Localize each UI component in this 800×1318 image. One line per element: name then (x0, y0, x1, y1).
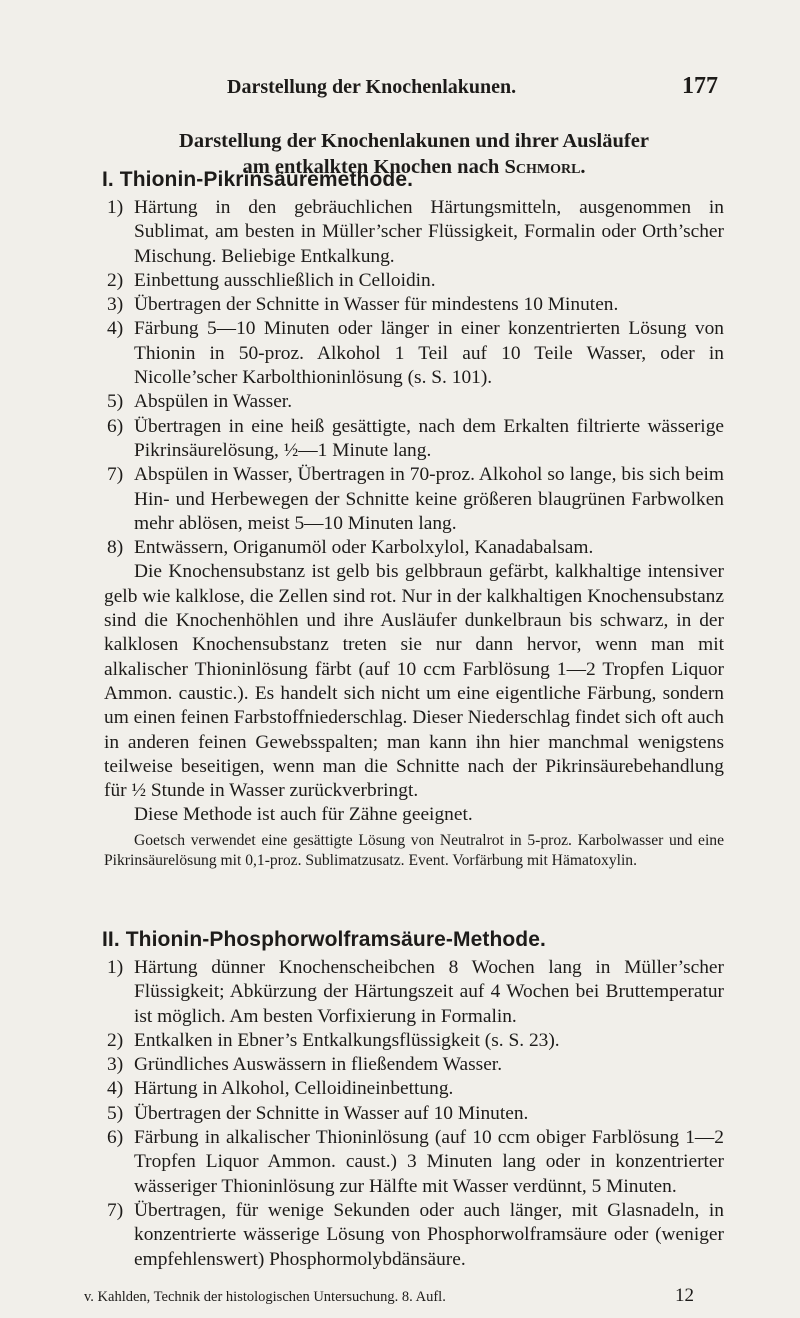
step-number: 3) (107, 1054, 124, 1076)
step-number: 6) (107, 415, 124, 437)
title-line-1: Darstellung der Knochenlakunen und ihrer Ausläufer (179, 130, 649, 152)
step-text: Färbung in alkalischer Thioninlösung (auf 10 ccm obiger Farblösung 1—2 Tropfen Liquor Ammon. caust.) 3 Minuten lang oder in konzentrierter wässeriger Thioninlösung zur Hälfte mit Wasser verdünnt, 5 Minuten. (134, 1127, 724, 1197)
step-number: 4) (107, 1078, 124, 1100)
step-item (104, 1077, 724, 1101)
step-item (104, 390, 724, 414)
step-item (104, 536, 724, 560)
step-number: 7) (107, 464, 124, 486)
page-footer (84, 1285, 716, 1306)
step-number: 7) (107, 1199, 124, 1221)
step-item (104, 1199, 724, 1272)
running-head (227, 73, 718, 106)
step-text: Übertragen der Schnitte in Wasser auf 10 Minuten. (134, 1102, 529, 1124)
step-item (104, 956, 724, 1029)
step-text: Übertragen, für wenige Sekunden oder auch länger, mit Glasnadeln, in konzentrierte wässerige Lösung von Phosphorwolframsäure oder (weniger empfehlenswert) Phosphormolybdänsäure. (134, 1199, 724, 1270)
section-heading: I. Thionin-Pikrinsäuremethode. (102, 168, 414, 191)
step-item (104, 1102, 724, 1126)
step-number: 1) (107, 197, 124, 218)
result-paragraph: Die Knochensubstanz ist gelb bis gelbbraun gefärbt, kalkhaltige intensiver gelb wie kalklose, die Zellen sind rot. Nur in der kalkhaltigen Knochensubstanz sind die Knochenhöhlen und ihre Ausläufer dunkelbraun bis schwarz, in der kalklosen Knochensubstanz treten sie nur dann hervor, wenn man mit alkalischer Thioninlösung färbt (auf 10 ccm Farblösung 1—2 Tropfen Liquor Ammon. caustic.). Es handelt sich nicht um eine eigentliche Färbung, sondern um einen feinen Farbstoffniederschlag. Dieser Niederschlag findet sich oft auch in anderen feinen Gewebsspalten; man kann ihn hier manchmal wenigstens teilweise beseitigen, wenn man die Schnitte nach der Pikrinsäurebehandlung für ½ Stunde in Wasser zurückverbringt. (104, 561, 724, 802)
step-text: Abspülen in Wasser, Übertragen in 70-proz. Alkohol so lange, bis sich beim Hin- und Herbewegen der Schnitte keine größeren blaugrünen Farbwolken mehr ablösen, meist 5—10 Minuten lang. (134, 464, 724, 534)
step-number: 8) (107, 537, 124, 559)
step-text: Gründliches Auswässern in fließendem Wasser. (134, 1054, 503, 1076)
step-item (104, 269, 724, 293)
step-list (104, 196, 724, 560)
small-print-note: Goetsch verwendet eine gesättigte Lösung von Neutralrot in 5-proz. Karbolwasser und eine Pikrinsäurelösung mit 0,1-proz. Sublimatzusatz. Event. Vorfärbung mit Hämatoxylin. (104, 831, 724, 869)
step-number: 2) (107, 1029, 124, 1051)
signature-mark: 12 (675, 1285, 694, 1306)
step-text: Entkalken in Ebner’s Entkalkungsflüssigkeit (s. S. 23). (134, 1029, 560, 1051)
step-text: Entwässern, Origanumöl oder Karbolxylol, Kanadabalsam. (134, 537, 594, 559)
step-item (104, 293, 724, 317)
step-number: 3) (107, 294, 124, 316)
step-text: Härtung in Alkohol, Celloidineinbettung. (134, 1078, 454, 1100)
step-number: 1) (107, 957, 124, 978)
section-thionin-pikrinsaeure (104, 168, 724, 871)
step-number: 4) (107, 318, 124, 340)
section-thionin-phosphorwolfram (104, 928, 724, 1272)
step-text: Härtung in den gebräuchlichen Härtungsmitteln, ausgenommen in Sublimat, am besten in Müller’scher Flüssigkeit, Formalin oder Orth’scher Mischung. Beliebige Entkalkung. (134, 197, 724, 267)
page-number: 177 (682, 73, 718, 99)
title-line-2-prefix: am entkalkten Knochen nach (242, 156, 505, 178)
step-item (104, 415, 724, 464)
step-text: Übertragen der Schnitte in Wasser für mindestens 10 Minuten. (134, 294, 619, 316)
step-number: 6) (107, 1127, 124, 1149)
step-text: Härtung dünner Knochenscheibchen 8 Wochen lang in Müller’scher Flüssigkeit; Abkürzung der Härtungszeit auf 4 Wochen bei Bruttemperatur ist möglich. Am besten Vorfixierung in Formalin. (134, 957, 724, 1027)
step-item (104, 463, 724, 536)
step-number: 2) (107, 269, 124, 291)
step-number: 5) (107, 1102, 124, 1124)
step-text: Abspülen in Wasser. (134, 391, 293, 413)
step-number: 5) (107, 391, 124, 413)
teeth-note-paragraph: Diese Methode ist auch für Zähne geeignet. (134, 804, 473, 826)
section-heading: II. Thionin-Phosphorwolframsäure-Methode. (102, 928, 546, 951)
step-item (104, 1053, 724, 1077)
footer-citation: v. Kahlden, Technik der histologischen Untersuchung. 8. Aufl. (84, 1289, 446, 1305)
step-item (104, 317, 724, 390)
step-text: Übertragen in eine heiß gesättigte, nach dem Erkalten filtrierte wässerige Pikrinsäurelösung, ½—1 Minute lang. (134, 415, 724, 461)
step-item (104, 196, 724, 269)
title-author: Schmorl. (504, 156, 586, 178)
step-text: Färbung 5—10 Minuten oder länger in einer konzentrierten Lösung von Thionin in 50-proz. Alkohol 1 Teil auf 10 Teile Wasser, oder in Nicolle’scher Karbolthioninlösung (s. S. 101). (134, 318, 724, 389)
step-item (104, 1126, 724, 1199)
step-text: Einbettung ausschließlich in Celloidin. (134, 269, 436, 291)
running-title: Darstellung der Knochenlakunen. (227, 76, 517, 98)
step-item (104, 1029, 724, 1053)
step-list (104, 956, 724, 1272)
